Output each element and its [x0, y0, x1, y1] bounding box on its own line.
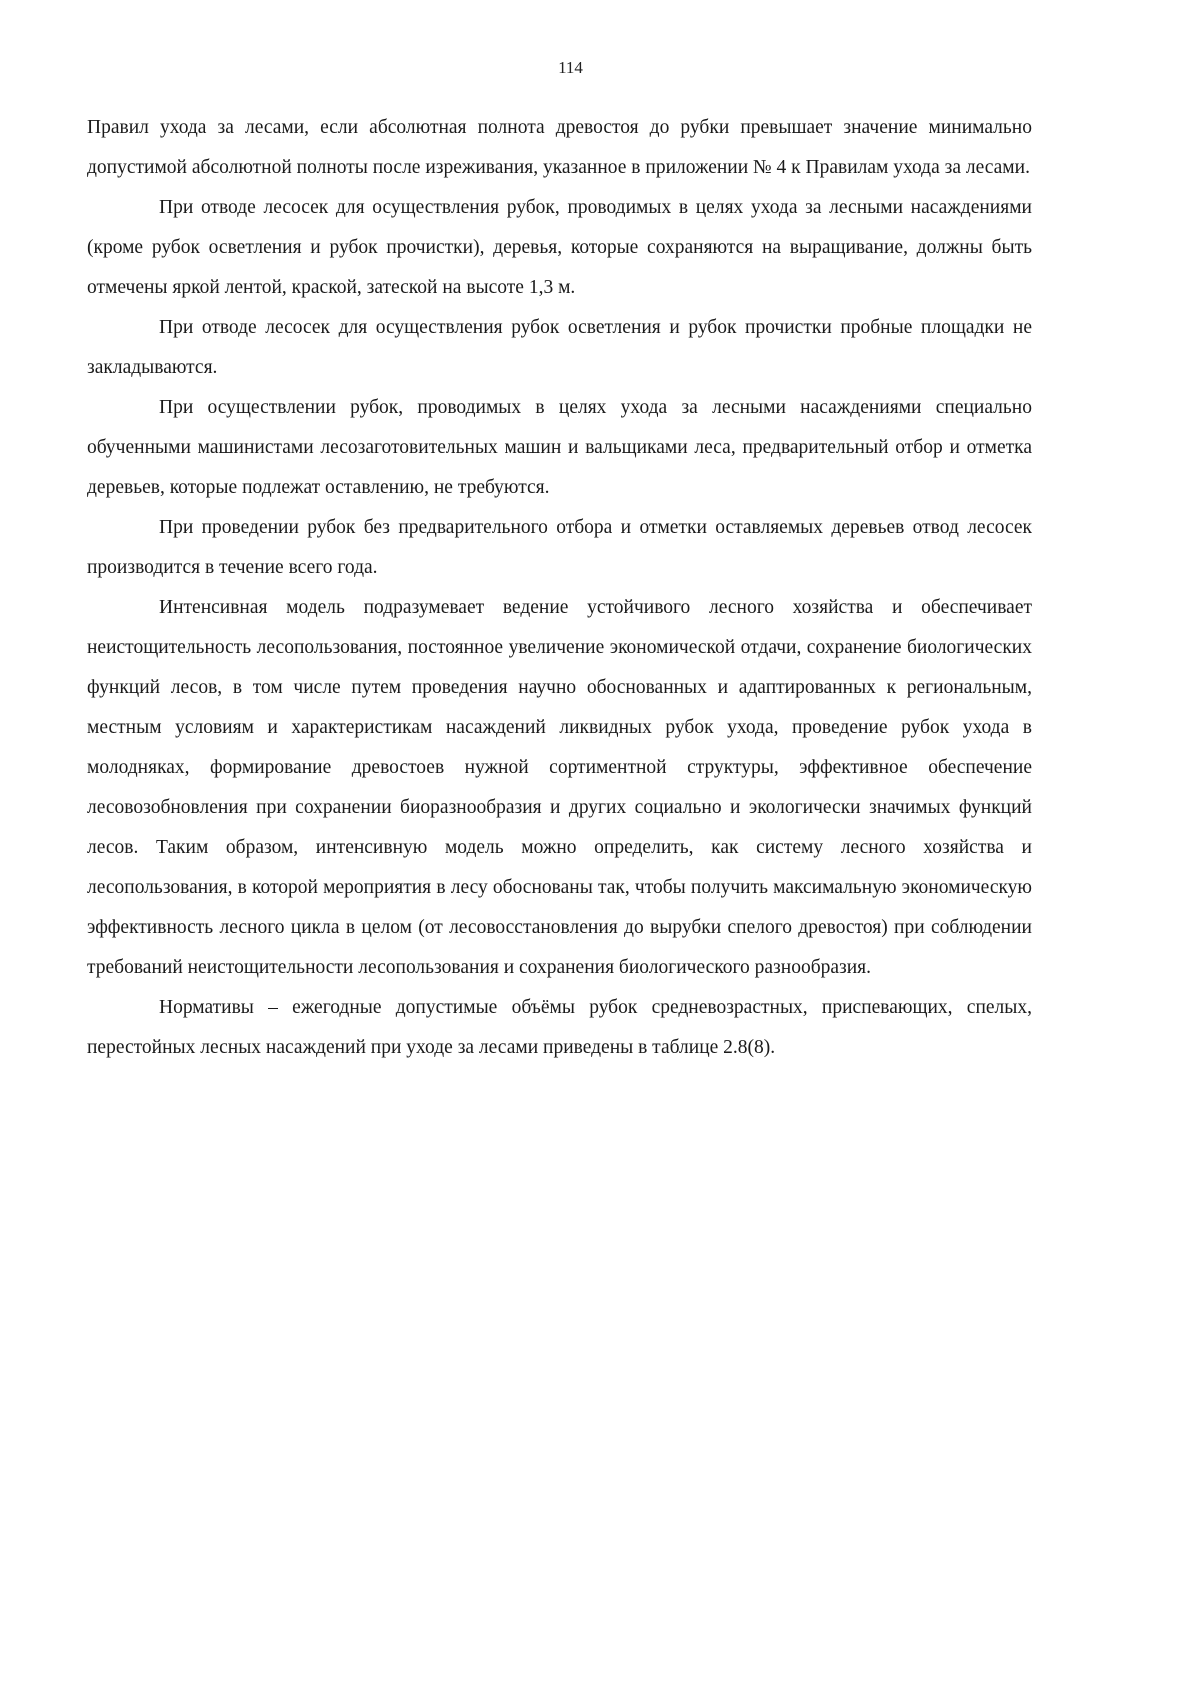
paragraph: Интенсивная модель подразумевает ведение устойчивого лесного хозяйства и обеспечивает неистощительность лесопользования, постоянное увеличение экономической отдачи, сохранение биологических функций лесов, в том числе путем проведения научно обоснованных и адаптированных к региональным, местным условиям и характеристикам насаждений ликвидных рубок ухода, проведение рубок ухода в молодняках, формирование древостоев нужной сортиментной структуры, эффективное обеспечение лесовозобновления при сохранении биоразнообразия и других социально и экологически значимых функций лесов. Таким образом, интенсивную модель можно определить, как систему лесного хозяйства и лесопользования, в которой мероприятия в лесу обоснованы так, чтобы получить максимальную экономическую эффективность лесного цикла в целом (от лесовосстановления до вырубки спелого древостоя) при соблюдении требований неистощительности лесопользования и сохранения биологического разнообразия. [87, 597, 1032, 978]
paragraph: Правил ухода за лесами, если абсолютная полнота древостоя до рубки превышает значение минимально допустимой абсолютной полноты после изреживания, указанное в приложении № 4 к Правилам ухода за лесами. [87, 117, 1032, 178]
body-text [87, 108, 1032, 1068]
paragraph: При отводе лесосек для осуществления рубок осветления и рубок прочистки пробные площадки не закладываются. [87, 317, 1032, 378]
paragraph: Нормативы – ежегодные допустимые объёмы рубок средневозрастных, приспевающих, спелых, перестойных лесных насаждений при уходе за лесами приведены в таблице 2.8(8). [87, 997, 1032, 1058]
paragraph: При отводе лесосек для осуществления рубок, проводимых в целях ухода за лесными насаждениями (кроме рубок осветления и рубок прочистки), деревья, которые сохраняются на выращивание, должны быть отмечены яркой лентой, краской, затеской на высоте 1,3 м. [87, 197, 1032, 298]
paragraph: При проведении рубок без предварительного отбора и отметки оставляемых деревьев отвод лесосек производится в течение всего года. [87, 517, 1032, 578]
paragraph: При осуществлении рубок, проводимых в целях ухода за лесными насаждениями специально обученными машинистами лесозаготовительных машин и вальщиками леса, предварительный отбор и отметка деревьев, которые подлежат оставлению, не требуются. [87, 397, 1032, 498]
page-number: 114 [558, 58, 583, 77]
